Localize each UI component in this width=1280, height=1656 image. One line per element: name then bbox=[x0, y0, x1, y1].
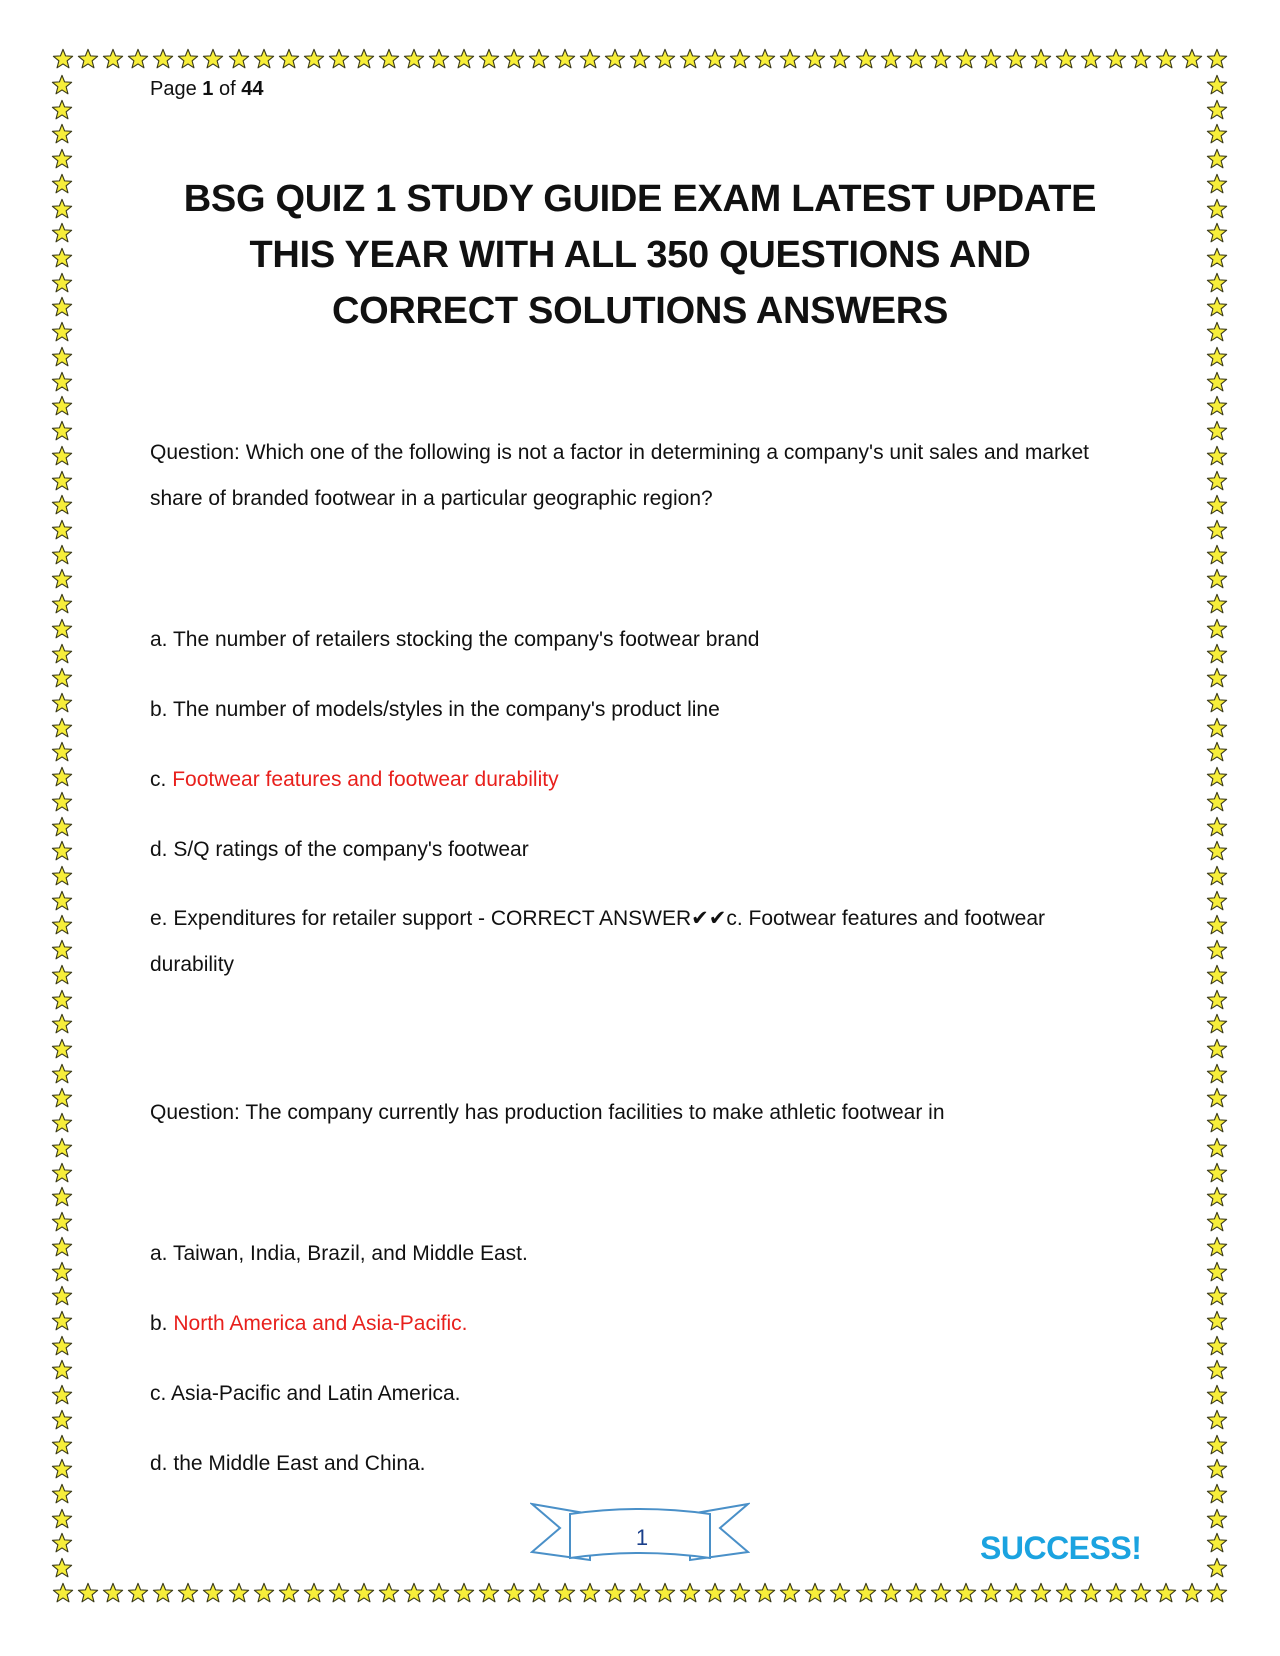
star-icon bbox=[1181, 48, 1203, 70]
star-icon bbox=[51, 1483, 73, 1505]
question-1-text: Question: Which one of the following is not a factor in determining a company's unit sales and market share of branded footwear in a particular geographic region? bbox=[150, 441, 1090, 510]
star-icon bbox=[51, 470, 73, 492]
star-icon bbox=[779, 1582, 801, 1604]
star-icon bbox=[51, 346, 73, 368]
star-icon bbox=[51, 1310, 73, 1332]
star-icon bbox=[278, 1582, 300, 1604]
star-icon bbox=[52, 48, 74, 70]
star-icon bbox=[1080, 1582, 1102, 1604]
question-1-option-b bbox=[150, 698, 720, 722]
star-icon bbox=[1206, 544, 1228, 566]
star-icon bbox=[228, 1582, 250, 1604]
star-icon bbox=[704, 1582, 726, 1604]
question-2-option-c bbox=[150, 1382, 461, 1406]
star-icon bbox=[51, 618, 73, 640]
option-prefix: a. bbox=[150, 1242, 168, 1265]
star-icon bbox=[829, 48, 851, 70]
star-icon bbox=[51, 568, 73, 590]
star-icon bbox=[1206, 1285, 1228, 1307]
star-icon bbox=[1206, 1038, 1228, 1060]
star-icon bbox=[51, 989, 73, 1011]
star-icon bbox=[1206, 840, 1228, 862]
star-icon bbox=[1206, 74, 1228, 96]
option-text: the Middle East and China. bbox=[173, 1452, 426, 1475]
star-icon bbox=[503, 1582, 525, 1604]
star-border-top bbox=[52, 46, 1228, 72]
star-icon bbox=[1206, 1310, 1228, 1332]
star-icon bbox=[51, 1112, 73, 1134]
star-icon bbox=[51, 371, 73, 393]
star-icon bbox=[51, 964, 73, 986]
star-icon bbox=[1206, 1087, 1228, 1109]
star-icon bbox=[1206, 1112, 1228, 1134]
option-prefix: c. bbox=[150, 768, 167, 791]
star-icon bbox=[51, 1532, 73, 1554]
star-icon bbox=[51, 222, 73, 244]
star-icon bbox=[51, 519, 73, 541]
star-icon bbox=[1206, 1186, 1228, 1208]
star-icon bbox=[478, 48, 500, 70]
star-icon bbox=[1206, 667, 1228, 689]
star-icon bbox=[1206, 1582, 1228, 1604]
star-icon bbox=[51, 1557, 73, 1579]
star-icon bbox=[1206, 816, 1228, 838]
star-icon bbox=[51, 445, 73, 467]
star-icon bbox=[51, 1186, 73, 1208]
star-icon bbox=[880, 48, 902, 70]
question-1-option-c bbox=[150, 768, 559, 792]
star-icon bbox=[704, 48, 726, 70]
star-icon bbox=[1005, 48, 1027, 70]
question-1-option-e bbox=[150, 896, 1130, 988]
question-1-option-d bbox=[150, 838, 529, 862]
star-icon bbox=[428, 48, 450, 70]
star-icon bbox=[51, 148, 73, 170]
star-icon bbox=[528, 1582, 550, 1604]
star-icon bbox=[1206, 717, 1228, 739]
star-icon bbox=[127, 1582, 149, 1604]
star-icon bbox=[1206, 1236, 1228, 1258]
star-icon bbox=[554, 48, 576, 70]
star-icon bbox=[729, 48, 751, 70]
star-icon bbox=[1130, 48, 1152, 70]
question-2 bbox=[150, 1090, 1130, 1136]
star-icon bbox=[1030, 1582, 1052, 1604]
star-border-right bbox=[1204, 74, 1230, 1580]
star-icon bbox=[51, 247, 73, 269]
star-icon bbox=[1055, 48, 1077, 70]
star-icon bbox=[51, 1508, 73, 1530]
star-icon bbox=[554, 1582, 576, 1604]
star-icon bbox=[1055, 1582, 1077, 1604]
star-icon bbox=[51, 1038, 73, 1060]
star-icon bbox=[579, 48, 601, 70]
star-icon bbox=[127, 48, 149, 70]
star-icon bbox=[629, 1582, 651, 1604]
star-icon bbox=[453, 1582, 475, 1604]
star-border-bottom bbox=[52, 1580, 1228, 1606]
option-prefix: a. bbox=[150, 628, 168, 651]
star-icon bbox=[1206, 1335, 1228, 1357]
option-prefix: d. bbox=[150, 838, 168, 861]
star-icon bbox=[51, 1013, 73, 1035]
star-icon bbox=[378, 48, 400, 70]
star-icon bbox=[829, 1582, 851, 1604]
star-icon bbox=[403, 1582, 425, 1604]
star-icon bbox=[804, 1582, 826, 1604]
star-icon bbox=[855, 1582, 877, 1604]
star-icon bbox=[51, 1162, 73, 1184]
star-icon bbox=[328, 48, 350, 70]
star-icon bbox=[51, 1211, 73, 1233]
star-icon bbox=[51, 321, 73, 343]
star-icon bbox=[202, 48, 224, 70]
star-icon bbox=[1206, 1137, 1228, 1159]
star-icon bbox=[604, 1582, 626, 1604]
current-page-number: 1 bbox=[202, 78, 214, 100]
star-icon bbox=[1206, 395, 1228, 417]
star-icon bbox=[1181, 1582, 1203, 1604]
star-icon bbox=[1206, 198, 1228, 220]
of-label: of bbox=[218, 78, 236, 100]
star-icon bbox=[679, 1582, 701, 1604]
star-icon bbox=[51, 816, 73, 838]
star-icon bbox=[51, 667, 73, 689]
star-icon bbox=[378, 1582, 400, 1604]
star-icon bbox=[1105, 1582, 1127, 1604]
star-icon bbox=[51, 692, 73, 714]
star-icon bbox=[804, 48, 826, 70]
star-icon bbox=[1206, 989, 1228, 1011]
star-icon bbox=[51, 272, 73, 294]
star-icon bbox=[980, 48, 1002, 70]
star-icon bbox=[152, 1582, 174, 1604]
star-icon bbox=[1206, 99, 1228, 121]
star-icon bbox=[1206, 1359, 1228, 1381]
star-icon bbox=[152, 48, 174, 70]
star-icon bbox=[51, 766, 73, 788]
star-icon bbox=[654, 1582, 676, 1604]
star-icon bbox=[51, 74, 73, 96]
star-icon bbox=[1206, 914, 1228, 936]
star-icon bbox=[102, 48, 124, 70]
star-icon bbox=[729, 1582, 751, 1604]
option-text: Asia-Pacific and Latin America. bbox=[171, 1382, 461, 1405]
question-2-option-a bbox=[150, 1242, 528, 1266]
document-title bbox=[150, 171, 1130, 339]
star-icon bbox=[51, 865, 73, 887]
star-icon bbox=[1206, 1483, 1228, 1505]
star-icon bbox=[855, 48, 877, 70]
star-icon bbox=[428, 1582, 450, 1604]
star-icon bbox=[1206, 593, 1228, 615]
star-icon bbox=[604, 48, 626, 70]
star-icon bbox=[1206, 48, 1228, 70]
star-icon bbox=[1206, 1063, 1228, 1085]
star-icon bbox=[51, 1261, 73, 1283]
star-icon bbox=[629, 48, 651, 70]
star-icon bbox=[1105, 48, 1127, 70]
star-icon bbox=[51, 198, 73, 220]
star-icon bbox=[754, 48, 776, 70]
star-icon bbox=[1206, 1384, 1228, 1406]
option-text: The number of retailers stocking the company's footwear brand bbox=[172, 628, 760, 651]
star-icon bbox=[980, 1582, 1002, 1604]
option-prefix: e. bbox=[150, 907, 168, 930]
star-icon bbox=[1206, 865, 1228, 887]
star-icon bbox=[779, 48, 801, 70]
star-icon bbox=[453, 48, 475, 70]
star-icon bbox=[51, 840, 73, 862]
star-icon bbox=[51, 173, 73, 195]
star-icon bbox=[1206, 247, 1228, 269]
star-icon bbox=[1206, 1013, 1228, 1035]
star-icon bbox=[1155, 48, 1177, 70]
star-icon bbox=[303, 48, 325, 70]
star-icon bbox=[51, 1384, 73, 1406]
star-icon bbox=[1206, 939, 1228, 961]
star-icon bbox=[1206, 173, 1228, 195]
star-icon bbox=[1206, 296, 1228, 318]
page-label: Page bbox=[150, 78, 197, 100]
star-icon bbox=[51, 643, 73, 665]
star-icon bbox=[1030, 48, 1052, 70]
star-icon bbox=[51, 717, 73, 739]
option-prefix: d. bbox=[150, 1452, 168, 1475]
star-icon bbox=[1206, 272, 1228, 294]
star-icon bbox=[51, 123, 73, 145]
question-2-option-d bbox=[150, 1452, 426, 1476]
star-icon bbox=[1206, 346, 1228, 368]
star-icon bbox=[102, 1582, 124, 1604]
star-icon bbox=[77, 48, 99, 70]
star-icon bbox=[1206, 568, 1228, 590]
star-icon bbox=[1206, 741, 1228, 763]
star-icon bbox=[328, 1582, 350, 1604]
star-icon bbox=[51, 914, 73, 936]
star-icon bbox=[1005, 1582, 1027, 1604]
question-1-option-a bbox=[150, 628, 759, 652]
star-icon bbox=[51, 1409, 73, 1431]
star-icon bbox=[1206, 643, 1228, 665]
star-icon bbox=[1206, 1211, 1228, 1233]
option-text: The number of models/styles in the company's product line bbox=[172, 698, 720, 721]
star-icon bbox=[930, 48, 952, 70]
star-icon bbox=[1206, 1434, 1228, 1456]
question-1 bbox=[150, 430, 1130, 522]
star-icon bbox=[1206, 1557, 1228, 1579]
star-icon bbox=[478, 1582, 500, 1604]
star-icon bbox=[51, 1359, 73, 1381]
star-icon bbox=[1206, 1532, 1228, 1554]
star-icon bbox=[528, 48, 550, 70]
title-line-1: BSG QUIZ 1 STUDY GUIDE EXAM LATEST UPDATE bbox=[183, 178, 1097, 220]
option-text-with-answer: Expenditures for retailer support - CORRECT ANSWER✔✔c. Footwear features and footwear durability bbox=[150, 907, 1046, 976]
star-icon bbox=[1206, 420, 1228, 442]
footer-page-number: 1 bbox=[635, 1525, 649, 1550]
success-text: SUCCESS! bbox=[980, 1530, 1142, 1566]
star-icon bbox=[51, 791, 73, 813]
star-border-left bbox=[49, 74, 75, 1580]
star-icon bbox=[955, 48, 977, 70]
star-icon bbox=[51, 494, 73, 516]
star-icon bbox=[51, 1434, 73, 1456]
correct-option-text: North America and Asia-Pacific. bbox=[173, 1312, 468, 1335]
star-icon bbox=[1206, 123, 1228, 145]
total-pages: 44 bbox=[241, 78, 264, 100]
star-icon bbox=[1206, 766, 1228, 788]
option-prefix: c. bbox=[150, 1382, 167, 1405]
question-2-text: Question: The company currently has production facilities to make athletic footwear in bbox=[150, 1101, 945, 1124]
title-line-2: THIS YEAR WITH ALL 350 QUESTIONS AND bbox=[249, 234, 1031, 276]
star-icon bbox=[228, 48, 250, 70]
star-icon bbox=[1206, 519, 1228, 541]
star-icon bbox=[278, 48, 300, 70]
star-icon bbox=[1206, 1261, 1228, 1283]
star-icon bbox=[905, 1582, 927, 1604]
star-icon bbox=[353, 48, 375, 70]
star-icon bbox=[51, 296, 73, 318]
star-icon bbox=[1206, 445, 1228, 467]
star-icon bbox=[303, 1582, 325, 1604]
option-text: Taiwan, India, Brazil, and Middle East. bbox=[172, 1242, 528, 1265]
star-icon bbox=[754, 1582, 776, 1604]
star-icon bbox=[880, 1582, 902, 1604]
star-icon bbox=[1206, 964, 1228, 986]
star-icon bbox=[202, 1582, 224, 1604]
star-icon bbox=[1206, 222, 1228, 244]
star-icon bbox=[52, 1582, 74, 1604]
star-icon bbox=[1206, 618, 1228, 640]
star-icon bbox=[51, 1285, 73, 1307]
star-icon bbox=[1206, 470, 1228, 492]
star-icon bbox=[654, 48, 676, 70]
star-icon bbox=[1206, 890, 1228, 912]
star-icon bbox=[51, 1137, 73, 1159]
star-icon bbox=[679, 48, 701, 70]
star-icon bbox=[1206, 1409, 1228, 1431]
star-icon bbox=[51, 741, 73, 763]
star-icon bbox=[51, 1236, 73, 1258]
star-icon bbox=[253, 48, 275, 70]
star-icon bbox=[51, 939, 73, 961]
star-icon bbox=[51, 395, 73, 417]
star-icon bbox=[403, 48, 425, 70]
correct-option-text: Footwear features and footwear durability bbox=[172, 768, 559, 791]
star-icon bbox=[51, 1087, 73, 1109]
star-icon bbox=[1206, 692, 1228, 714]
star-icon bbox=[1206, 1508, 1228, 1530]
star-icon bbox=[1206, 371, 1228, 393]
star-icon bbox=[51, 593, 73, 615]
star-icon bbox=[1206, 494, 1228, 516]
star-icon bbox=[579, 1582, 601, 1604]
star-icon bbox=[253, 1582, 275, 1604]
star-icon bbox=[51, 1063, 73, 1085]
question-2-option-b bbox=[150, 1312, 467, 1336]
star-icon bbox=[51, 99, 73, 121]
star-icon bbox=[955, 1582, 977, 1604]
star-icon bbox=[1206, 148, 1228, 170]
star-icon bbox=[51, 544, 73, 566]
star-icon bbox=[51, 1335, 73, 1357]
title-line-3: CORRECT SOLUTIONS ANSWERS bbox=[332, 290, 948, 332]
star-icon bbox=[353, 1582, 375, 1604]
star-icon bbox=[905, 48, 927, 70]
star-icon bbox=[503, 48, 525, 70]
star-icon bbox=[1206, 1458, 1228, 1480]
page-header bbox=[150, 78, 1130, 101]
star-icon bbox=[51, 890, 73, 912]
star-icon bbox=[177, 48, 199, 70]
star-icon bbox=[51, 1458, 73, 1480]
star-icon bbox=[51, 420, 73, 442]
star-icon bbox=[1130, 1582, 1152, 1604]
star-icon bbox=[177, 1582, 199, 1604]
option-prefix: b. bbox=[150, 698, 168, 721]
star-icon bbox=[1206, 321, 1228, 343]
star-icon bbox=[77, 1582, 99, 1604]
page-content bbox=[150, 78, 1130, 339]
star-icon bbox=[930, 1582, 952, 1604]
star-icon bbox=[1206, 791, 1228, 813]
option-prefix: b. bbox=[150, 1312, 168, 1335]
star-icon bbox=[1155, 1582, 1177, 1604]
option-text: S/Q ratings of the company's footwear bbox=[173, 838, 529, 861]
star-icon bbox=[1206, 1162, 1228, 1184]
star-icon bbox=[1080, 48, 1102, 70]
